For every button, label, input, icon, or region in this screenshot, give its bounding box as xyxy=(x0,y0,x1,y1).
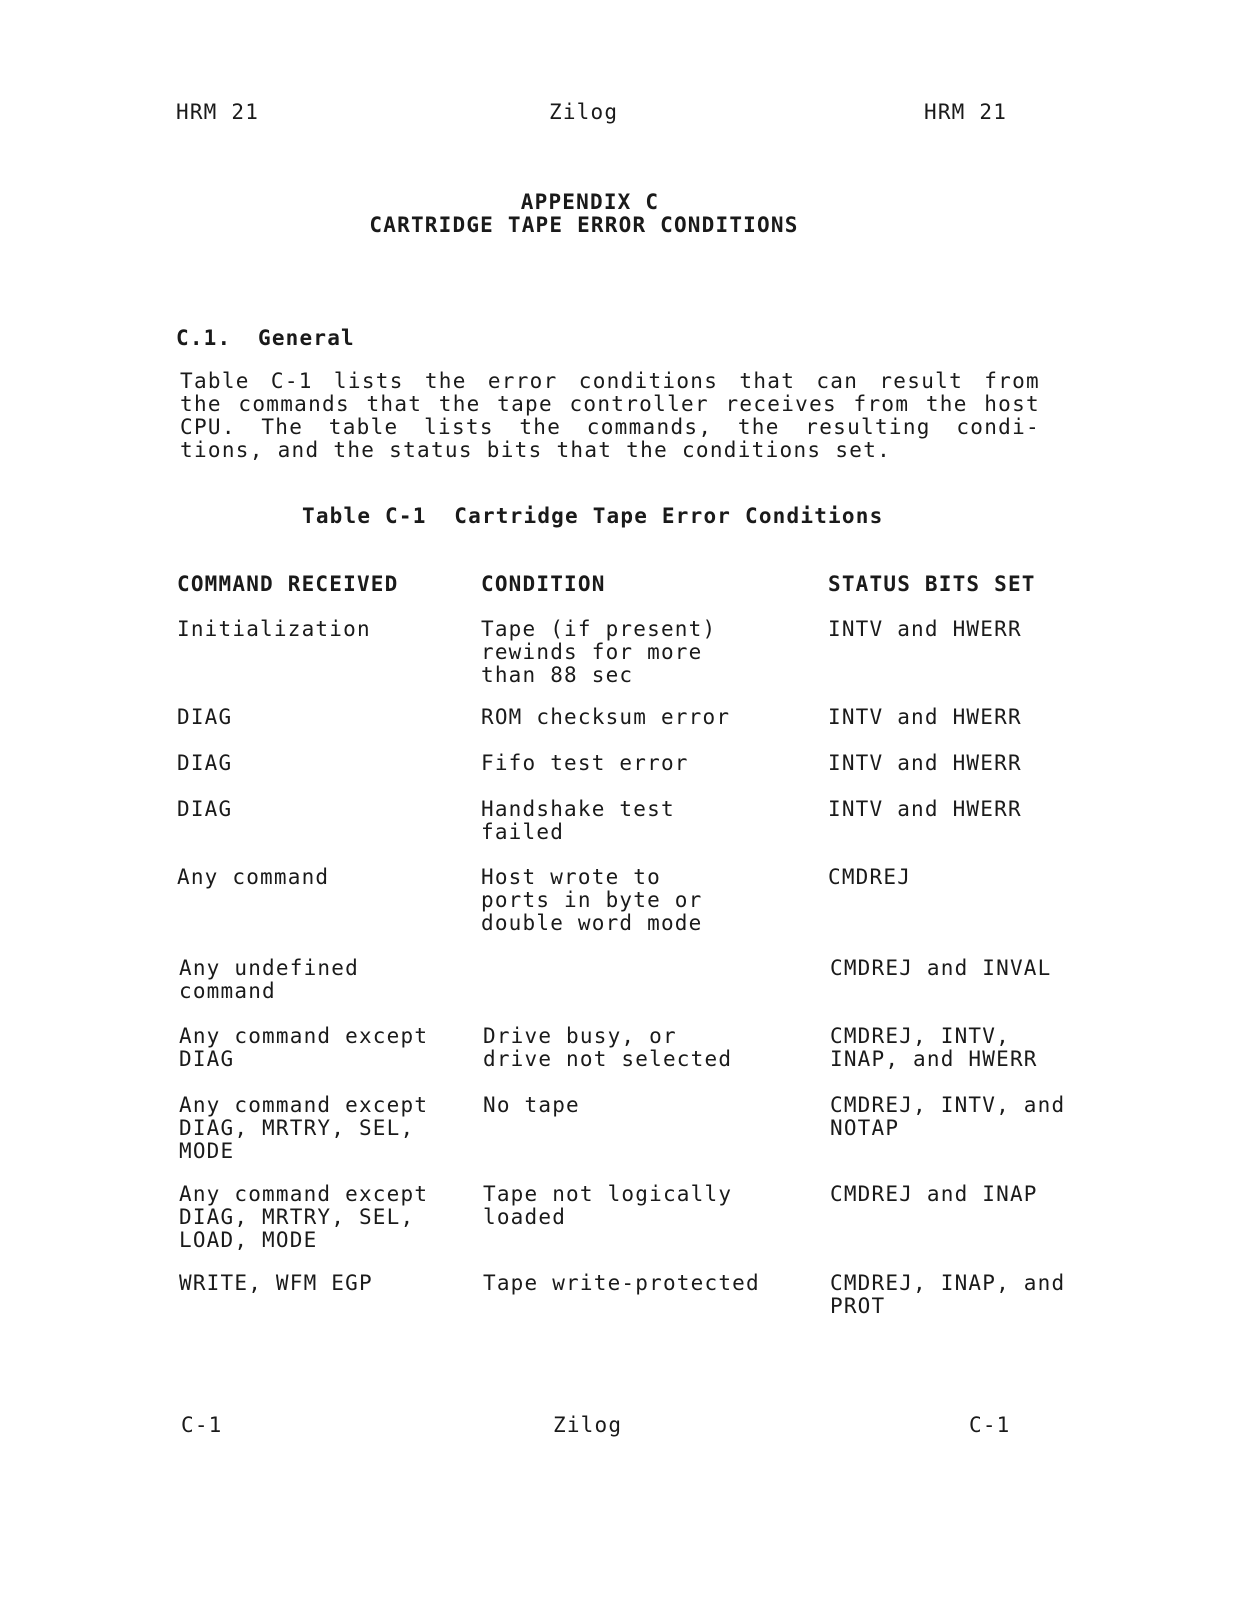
table-cell-condition: Drive busy, or drive not selected xyxy=(483,1024,733,1071)
header-right: HRM 21 xyxy=(924,100,1008,124)
table-cell-status: CMDREJ xyxy=(828,865,912,889)
table-cell-condition: Handshake test failed xyxy=(481,797,675,844)
table-cell-command: Initialization xyxy=(177,617,371,641)
table-cell-status: CMDREJ, INTV, INAP, and HWERR xyxy=(830,1024,1038,1071)
table-cell-status: CMDREJ and INVAL xyxy=(830,956,1052,980)
table-cell-command: DIAG xyxy=(177,797,233,821)
appendix-label: APPENDIX C xyxy=(520,190,660,214)
section-title: General xyxy=(258,326,355,350)
table-cell-status: CMDREJ, INAP, and PROT xyxy=(830,1271,1066,1318)
table-cell-command: WRITE, WFM EGP xyxy=(179,1271,373,1295)
table-cell-status: INTV and HWERR xyxy=(828,797,1022,821)
column-header-condition: CONDITION xyxy=(481,572,606,596)
table-cell-command: Any command except DIAG, MRTRY, SEL, MODE xyxy=(179,1093,429,1163)
table-cell-condition: Fifo test error xyxy=(481,751,689,775)
footer-right: C-1 xyxy=(969,1413,1011,1437)
table-cell-status: INTV and HWERR xyxy=(828,705,1022,729)
paragraph-line: the commands that the tape controller receives from the host xyxy=(180,392,1040,416)
table-caption: Table C-1 Cartridge Tape Error Conditions xyxy=(302,504,884,528)
table-cell-status: INTV and HWERR xyxy=(828,617,1022,641)
header-center: Zilog xyxy=(549,100,619,124)
table-cell-condition: No tape xyxy=(483,1093,580,1117)
table-cell-command: Any command except DIAG, MRTRY, SEL, LOAD, MODE xyxy=(179,1182,429,1252)
paragraph-line: tions, and the status bits that the conditions set. xyxy=(180,438,892,462)
table-cell-condition: Tape write-protected xyxy=(483,1271,760,1295)
table-cell-condition: ROM checksum error xyxy=(481,705,731,729)
table-cell-command: DIAG xyxy=(177,705,233,729)
header-left: HRM 21 xyxy=(176,100,260,124)
footer-center: Zilog xyxy=(553,1413,623,1437)
table-cell-command: Any undefined command xyxy=(179,956,359,1003)
paragraph-line: CPU. The table lists the commands, the resulting condi- xyxy=(180,415,1040,439)
paragraph-line: Table C-1 lists the error conditions that can result from xyxy=(180,369,1040,393)
column-header-command: COMMAND RECEIVED xyxy=(177,572,399,596)
footer-left: C-1 xyxy=(181,1413,223,1437)
table-cell-condition: Host wrote to ports in byte or double word mode xyxy=(481,865,703,935)
section-number: C.1. xyxy=(176,326,232,350)
table-cell-command: DIAG xyxy=(177,751,233,775)
table-cell-condition: Tape (if present) rewinds for more than 88 sec xyxy=(481,617,717,687)
intro-paragraph xyxy=(180,370,1040,462)
appendix-title: CARTRIDGE TAPE ERROR CONDITIONS xyxy=(369,213,799,237)
table-cell-status: CMDREJ and INAP xyxy=(830,1182,1038,1206)
table-cell-command: Any command except DIAG xyxy=(179,1024,429,1071)
table-cell-status: INTV and HWERR xyxy=(828,751,1022,775)
table-cell-condition: Tape not logically loaded xyxy=(483,1182,733,1229)
table-cell-status: CMDREJ, INTV, and NOTAP xyxy=(830,1093,1066,1140)
table-cell-command: Any command xyxy=(177,865,330,889)
column-header-status: STATUS BITS SET xyxy=(828,572,1036,596)
